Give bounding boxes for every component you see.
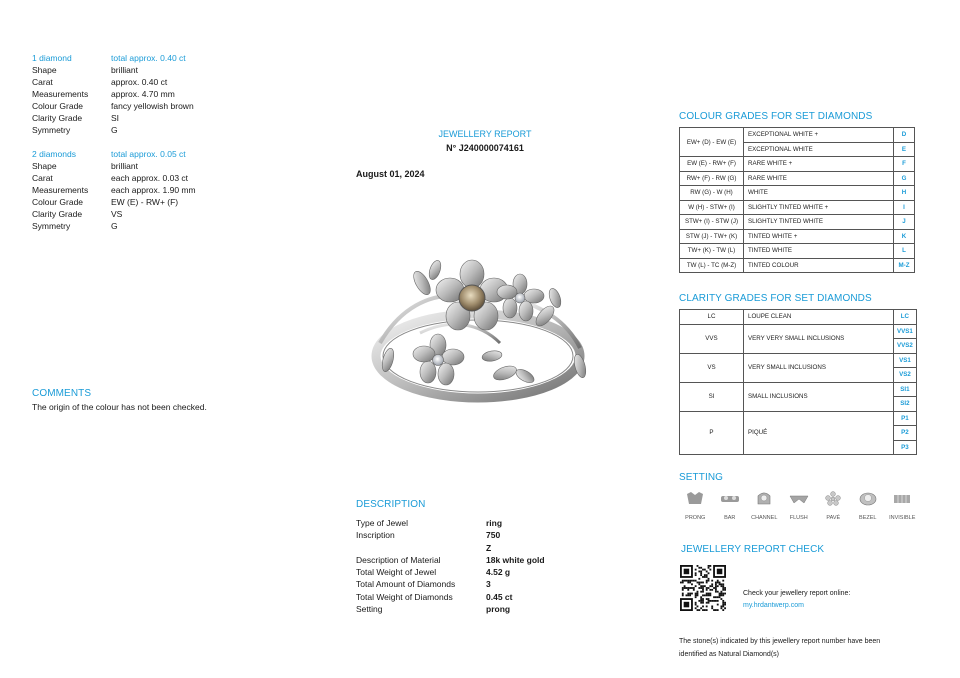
clarity-row: [680, 411, 917, 426]
qr-code: [680, 565, 726, 611]
description-label: Description of Material: [356, 554, 441, 565]
colour-description: WHITE: [744, 186, 894, 201]
colour-range: EW (E) - RW+ (F): [680, 157, 744, 172]
check-url[interactable]: my.hrdantwerp.com: [743, 602, 804, 609]
colour-row: [680, 258, 915, 273]
spec-value: each approx. 1.90 mm: [111, 185, 196, 195]
spec-value: each approx. 0.03 ct: [111, 173, 189, 183]
colour-grade: G: [894, 171, 915, 186]
clarity-row: [680, 353, 917, 368]
report-number: N° J240000074161: [446, 143, 524, 153]
description-row: [356, 603, 646, 615]
colour-description: SLIGHTLY TINTED WHITE: [744, 215, 894, 230]
colour-range: W (H) - STW+ (I): [680, 200, 744, 215]
bezel-setting-icon: [857, 490, 879, 508]
setting-title: SETTING: [679, 472, 724, 483]
setting-icons: [678, 490, 920, 521]
footer-line-2: identified as Natural Diamond(s): [679, 651, 779, 658]
centre-flower: [436, 260, 508, 330]
diamond-groups: [32, 52, 272, 232]
bar-setting-icon: [719, 490, 741, 508]
colour-grade: D: [894, 128, 915, 143]
diamond-specs: [32, 52, 272, 232]
spec-label: Symmetry: [32, 221, 71, 231]
spec-label: Measurements: [32, 185, 89, 195]
clarity-grade: SI2: [894, 397, 917, 412]
channel-setting-icon: [753, 490, 775, 508]
description-value: ring: [486, 518, 503, 528]
spec-label: Shape: [32, 65, 57, 75]
setting-label: CHANNEL: [751, 515, 778, 521]
colour-row: [680, 157, 915, 172]
colour-grades-table-wrap: [679, 127, 915, 273]
spec-row: [32, 100, 272, 112]
spec-value: fancy yellowish brown: [111, 101, 194, 111]
left-flower: [413, 334, 464, 385]
spec-label: Measurements: [32, 89, 89, 99]
clarity-grades-title: CLARITY GRADES FOR SET DIAMONDS: [679, 293, 872, 304]
group-count: 2 diamonds: [32, 149, 76, 159]
description-value: prong: [486, 604, 511, 615]
colour-grade: L: [894, 244, 915, 259]
clarity-class: P: [680, 411, 744, 455]
description-rows: [356, 517, 646, 615]
description-label: [356, 542, 486, 554]
invisible-setting-icon: [891, 490, 913, 508]
check-text: Check your jewellery report online:: [743, 590, 851, 597]
colour-row: [680, 171, 915, 186]
right-flower: [497, 274, 544, 321]
colour-range: RW (G) - W (H): [680, 186, 744, 201]
spec-label: Symmetry: [32, 125, 71, 135]
description-label: Total Weight of Jewel: [356, 567, 437, 578]
clarity-grades-table: [679, 309, 917, 455]
spec-value: G: [111, 125, 118, 135]
clarity-row: [680, 382, 917, 397]
footer-line-1: The stone(s) indicated by this jewellery report number have been: [679, 638, 881, 645]
colour-grade: H: [894, 186, 915, 201]
clarity-class: VS: [680, 353, 744, 382]
setting-label: FLUSH: [789, 515, 808, 521]
clarity-description: PIQUÉ: [744, 411, 894, 455]
colour-row: [680, 244, 915, 259]
setting-label: BAR: [724, 515, 736, 521]
spec-label: Carat: [32, 173, 53, 183]
colour-description: EXCEPTIONAL WHITE +: [744, 128, 894, 143]
spec-row: [32, 220, 272, 232]
spec-value: SI: [111, 113, 120, 123]
setting-label: PAVÉ: [826, 515, 841, 521]
setting-prong: [678, 490, 713, 521]
spec-row: [32, 64, 272, 76]
colour-description: SLIGHTLY TINTED WHITE +: [744, 200, 894, 215]
colour-grade: M-Z: [894, 258, 915, 273]
report-title: JEWELLERY REPORT: [438, 129, 532, 139]
spec-row: [32, 112, 272, 124]
colour-row: [680, 215, 915, 230]
colour-description: TINTED COLOUR: [744, 258, 894, 273]
spec-value: EW (E) - RW+ (F): [111, 197, 179, 207]
flush-setting-icon: [788, 490, 810, 508]
description-row: [356, 554, 646, 566]
spec-row: [32, 196, 272, 208]
setting-bar: [713, 490, 748, 521]
spec-value: VS: [111, 209, 123, 219]
colour-row: [680, 229, 915, 244]
spec-label: Clarity Grade: [32, 209, 83, 219]
setting-label: INVISIBLE: [889, 515, 916, 521]
pave-setting-icon: [822, 490, 844, 508]
colour-range: STW (J) - TW+ (K): [680, 229, 744, 244]
clarity-class: VVS: [680, 324, 744, 353]
setting-channel: [747, 490, 782, 521]
colour-range: EW+ (D) - EW (E): [680, 128, 744, 157]
diamond-group: [32, 148, 272, 232]
colour-grades-title: COLOUR GRADES FOR SET DIAMONDS: [679, 111, 873, 122]
clarity-grade: VVS2: [894, 339, 917, 354]
clarity-description: VERY SMALL INCLUSIONS: [744, 353, 894, 382]
report-check-title: JEWELLERY REPORT CHECK: [681, 544, 825, 555]
description-row: [356, 529, 646, 541]
spec-value: brilliant: [111, 161, 138, 171]
setting-flush: [782, 490, 817, 521]
diamond-group-header: [32, 148, 272, 160]
spec-row: [32, 124, 272, 136]
clarity-row: [680, 324, 917, 339]
description-title: DESCRIPTION: [356, 499, 426, 510]
spec-label: Colour Grade: [32, 101, 84, 111]
comments-text: The origin of the colour has not been checked.: [32, 402, 207, 412]
description-label: Total Amount of Diamonds: [356, 579, 456, 590]
diamond-group-header: [32, 52, 272, 64]
spec-row: [32, 172, 272, 184]
report-date: August 01, 2024: [356, 169, 425, 179]
clarity-grade: LC: [894, 310, 917, 325]
spec-row: [32, 76, 272, 88]
spec-row: [32, 208, 272, 220]
setting-pave: [816, 490, 851, 521]
spec-row: [32, 88, 272, 100]
group-total: total approx. 0.05 ct: [111, 149, 186, 159]
description-value: 18k white gold: [486, 554, 545, 565]
spec-value: approx. 4.70 mm: [111, 89, 175, 99]
clarity-class: SI: [680, 382, 744, 411]
ring-image: [360, 248, 600, 423]
comments-title: COMMENTS: [32, 388, 92, 399]
setting-bezel: [851, 490, 886, 521]
spec-label: Carat: [32, 77, 53, 87]
clarity-grade: VS2: [894, 368, 917, 383]
description-value: 750: [486, 530, 501, 541]
clarity-grade: P1: [894, 411, 917, 426]
colour-description: EXCEPTIONAL WHITE: [744, 142, 894, 157]
colour-grade: J: [894, 215, 915, 230]
clarity-grade: VS1: [894, 353, 917, 368]
description-value: 3: [486, 579, 491, 590]
clarity-grade: SI1: [894, 382, 917, 397]
description-label: Setting: [356, 604, 383, 615]
colour-description: RARE WHITE +: [744, 157, 894, 172]
prong-setting-icon: [684, 490, 706, 508]
colour-range: TW+ (K) - TW (L): [680, 244, 744, 259]
description-row: [356, 578, 646, 590]
colour-range: TW (L) - TC (M-Z): [680, 258, 744, 273]
description-label: Total Weight of Diamonds: [356, 591, 453, 602]
setting-label: BEZEL: [859, 515, 877, 521]
comments-section: [32, 388, 292, 412]
colour-row: [680, 186, 915, 201]
colour-grade: K: [894, 229, 915, 244]
colour-description: TINTED WHITE: [744, 244, 894, 259]
clarity-grade: P2: [894, 426, 917, 441]
spec-value: brilliant: [111, 65, 138, 75]
clarity-grade: VVS1: [894, 324, 917, 339]
colour-range: RW+ (F) - RW (G): [680, 171, 744, 186]
description-value: Z: [486, 542, 492, 553]
clarity-class: LC: [680, 310, 744, 325]
setting-invisible: [885, 490, 920, 521]
colour-grade: E: [894, 142, 915, 157]
clarity-description: SMALL INCLUSIONS: [744, 382, 894, 411]
setting-label: PRONG: [685, 515, 706, 521]
clarity-description: VERY VERY SMALL INCLUSIONS: [744, 324, 894, 353]
description-row: [356, 517, 646, 529]
colour-description: RARE WHITE: [744, 171, 894, 186]
spec-row: [32, 160, 272, 172]
colour-row: [680, 200, 915, 215]
clarity-row: [680, 310, 917, 325]
description-label: Inscription: [356, 530, 395, 541]
colour-grade: I: [894, 200, 915, 215]
colour-grade: F: [894, 157, 915, 172]
spec-value: approx. 0.40 ct: [111, 77, 168, 87]
description-row: [356, 542, 646, 554]
colour-range: STW+ (I) - STW (J): [680, 215, 744, 230]
spec-value: G: [111, 221, 118, 231]
description-value: 4.52 g: [486, 567, 511, 578]
group-total: total approx. 0.40 ct: [111, 53, 186, 63]
group-count: 1 diamond: [32, 53, 72, 63]
diamond-group: [32, 52, 272, 136]
spec-label: Colour Grade: [32, 197, 84, 207]
colour-row: [680, 128, 915, 143]
clarity-grade: P3: [894, 440, 917, 455]
colour-description: TINTED WHITE +: [744, 229, 894, 244]
clarity-grades-table-wrap: [679, 309, 917, 455]
spec-label: Shape: [32, 161, 57, 171]
spec-label: Clarity Grade: [32, 113, 83, 123]
description-section: [356, 499, 646, 615]
description-row: [356, 566, 646, 578]
clarity-description: LOUPE CLEAN: [744, 310, 894, 325]
description-value: 0.45 ct: [486, 591, 513, 602]
description-row: [356, 591, 646, 603]
description-label: Type of Jewel: [356, 518, 408, 528]
colour-grades-table: [679, 127, 915, 273]
spec-row: [32, 184, 272, 196]
